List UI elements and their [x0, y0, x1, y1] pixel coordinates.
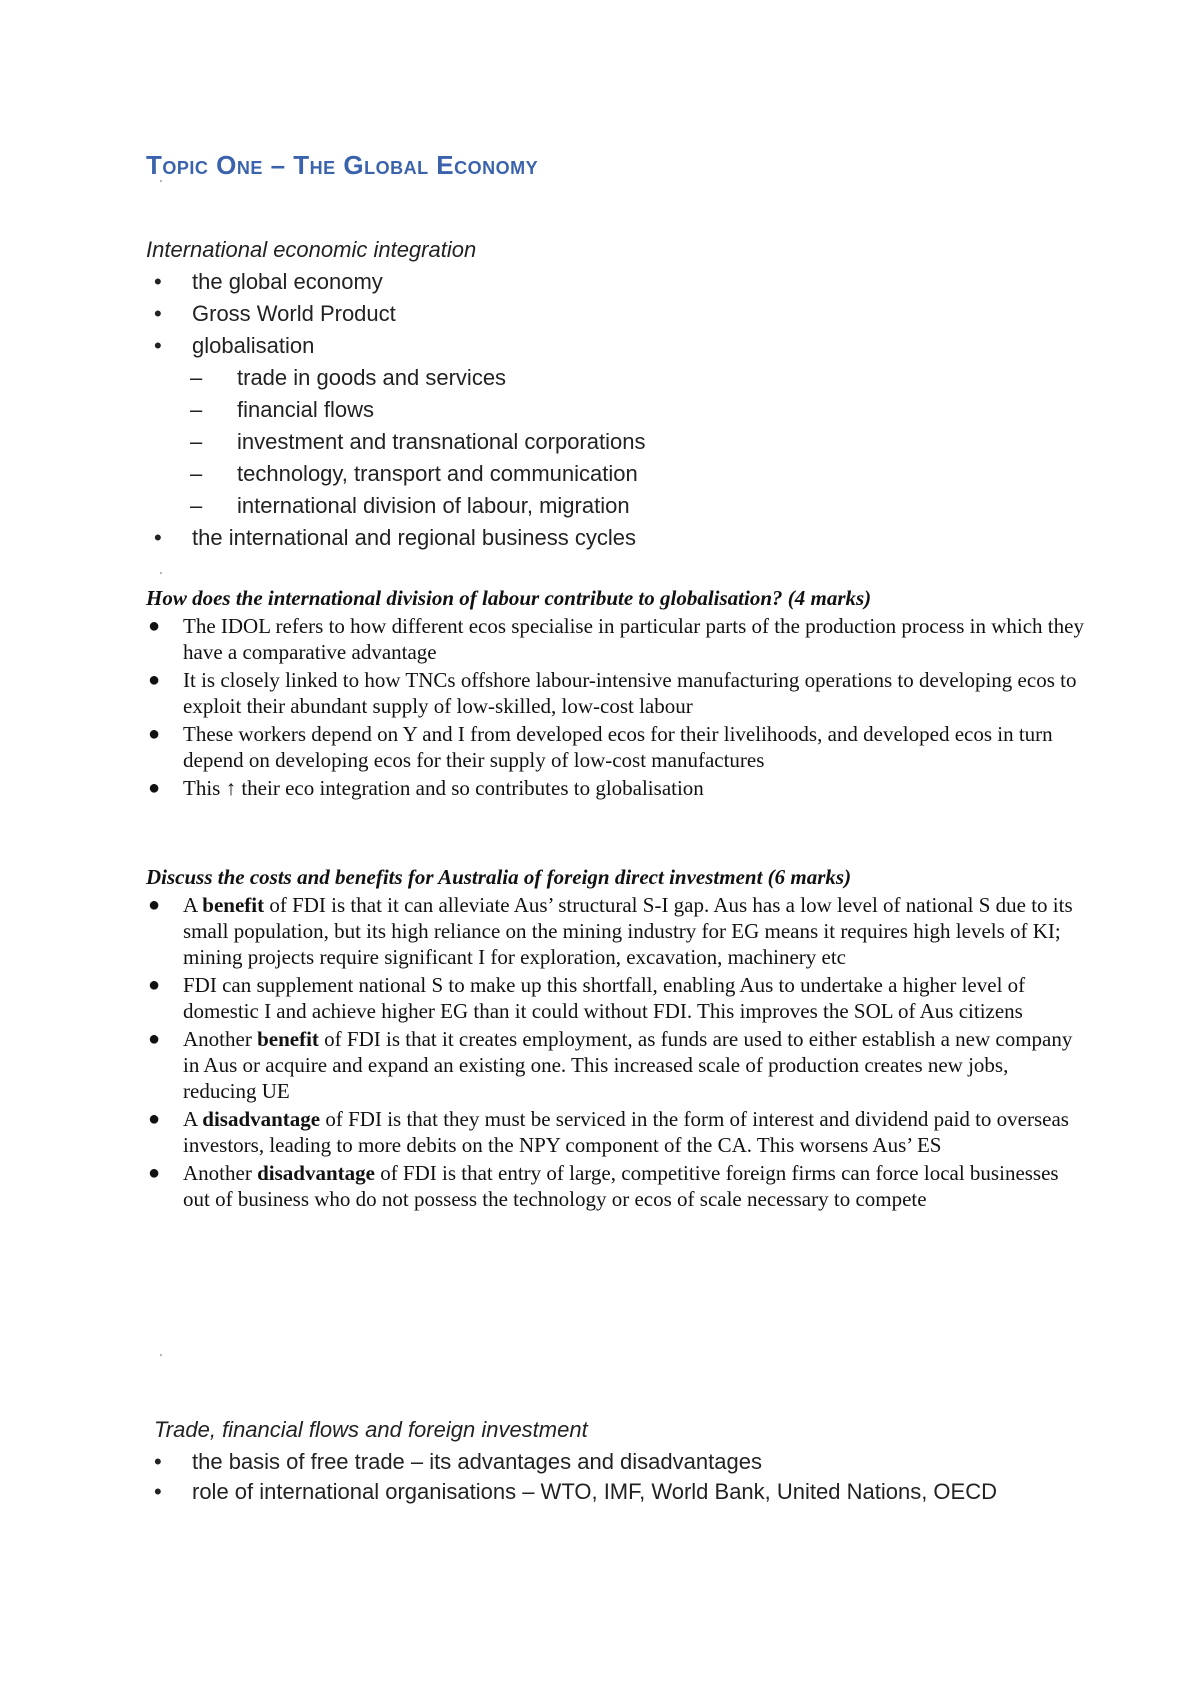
list-item-text: the international and regional business cycles: [192, 525, 636, 550]
answer-point: [146, 1026, 1086, 1104]
bullet-marker: ●: [148, 669, 161, 691]
list-item: [146, 1478, 1026, 1506]
sub-list-item: [146, 362, 645, 394]
text-run: of FDI is that they must be serviced in the form of interest and dividend paid to overseas investors, leading to more debits on the NPY component of the CA. This worsens Aus’ ES: [183, 1107, 1069, 1157]
answer-point: [146, 613, 1086, 665]
paragraph-mark: ': [160, 1353, 162, 1364]
document-title: Topic One – The Global Economy: [146, 150, 539, 180]
dash-marker: –: [190, 365, 203, 390]
bullet-marker: ●: [148, 1162, 161, 1184]
list-item: [146, 298, 645, 330]
bold-keyword: disadvantage: [257, 1161, 375, 1185]
text-run: of FDI is that it can alleviate Aus’ structural S-I gap. Aus has a low level of national S due to its small population, but its high reliance on the mining industry for EG means it requires high levels of KI; mining projects require significant I for exploration, excavation, machinery etc: [183, 893, 1073, 969]
text-run: Another: [183, 1027, 258, 1051]
bullet-marker: ●: [148, 974, 161, 996]
question-heading: How does the international division of labour contribute to globalisation? (4 marks): [146, 586, 872, 610]
answer-point-text: [146, 1026, 1086, 1104]
text-run: Another: [183, 1161, 258, 1185]
answer-point: [146, 892, 1086, 970]
answer-point: [146, 972, 1086, 1024]
text-run: of FDI is that it creates employment, as funds are used to either establish a new company in Aus or acquire and expand an existing one. This increased scale of production creates new jobs, reducing UE: [183, 1027, 1073, 1103]
text-run: FDI can supplement national S to make up this shortfall, enabling Aus to undertake a higher level of domestic I and achieve higher EG than it could without FDI. This improves the SOL of Aus citizens: [183, 973, 1026, 1023]
list-item-text: role of international organisations – WTO, IMF, World Bank, United Nations, OECD: [192, 1479, 997, 1504]
bullet-marker: •: [154, 333, 162, 358]
paragraph-mark: ': [160, 179, 162, 190]
section-trade-financial-flows: [146, 1414, 1026, 1506]
list-item: [146, 266, 645, 298]
answer-point-text: [146, 972, 1086, 1024]
list-item-text: globalisation: [192, 333, 315, 358]
list-item: [146, 1446, 1026, 1478]
answer-point-text: It is closely linked to how TNCs offshore labour-intensive manufacturing operations to developing ecos to exploit their abundant supply of low-skilled, low-cost labour: [183, 668, 1077, 718]
bold-keyword: benefit: [257, 1027, 319, 1051]
bullet-marker: •: [154, 525, 162, 550]
bullet-marker: ●: [148, 723, 161, 745]
sub-list-item-text: financial flows: [237, 397, 374, 422]
bullet-marker: ●: [148, 615, 161, 637]
dash-marker: –: [190, 397, 203, 422]
bullet-marker: •: [154, 301, 162, 326]
text-run: of FDI is that entry of large, competitive foreign firms can force local businesses out of business who do not possess the technology or ecos of scale necessary to compete: [183, 1161, 1059, 1211]
paragraph-mark: ': [160, 571, 162, 582]
question-heading: Discuss the costs and benefits for Australia of foreign direct investment (6 marks): [146, 865, 852, 889]
answer-point-text: [146, 892, 1086, 970]
question-idol: [146, 583, 1086, 803]
list-item-text: the global economy: [192, 269, 383, 294]
answer-point: [146, 667, 1086, 719]
sub-list-item-text: technology, transport and communication: [237, 461, 638, 486]
bullet-marker: ●: [148, 1108, 161, 1130]
answer-point: [146, 1106, 1086, 1158]
bullet-marker: •: [154, 1479, 162, 1504]
list-item: [146, 522, 645, 554]
list-item-text: Gross World Product: [192, 301, 396, 326]
dash-marker: –: [190, 461, 203, 486]
bullet-marker: ●: [148, 1028, 161, 1050]
dash-marker: –: [190, 429, 203, 454]
answer-point-text: This ↑ their eco integration and so contributes to globalisation: [183, 776, 704, 800]
answer-point-text: The IDOL refers to how different ecos specialise in particular parts of the production process in which they have a comparative advantage: [183, 614, 1084, 664]
section-international-economic-integration: [146, 234, 645, 554]
bold-keyword: benefit: [202, 893, 265, 917]
answer-point-text: These workers depend on Y and I from developed ecos for their livelihoods, and developed ecos in turn depend on developing ecos for their supply of low-cost manufactures: [183, 722, 1053, 772]
dash-marker: –: [190, 493, 203, 518]
list-item: [146, 330, 645, 362]
bullet-marker: •: [154, 269, 162, 294]
question-fdi: [146, 862, 1086, 1214]
sub-list-item-text: investment and transnational corporations: [237, 429, 646, 454]
section-heading: Trade, financial flows and foreign investment: [154, 1417, 588, 1442]
text-run: A: [183, 893, 203, 917]
answer-point: [146, 721, 1086, 773]
bullet-marker: •: [154, 1449, 162, 1474]
sub-list-item: [146, 490, 645, 522]
section-heading: International economic integration: [146, 237, 477, 262]
text-run: A: [183, 1107, 203, 1131]
answer-point: [146, 775, 1086, 801]
bullet-marker: ●: [148, 894, 161, 916]
answer-point-text: [146, 1160, 1086, 1212]
sub-list-item: [146, 394, 645, 426]
list-item-text: the basis of free trade – its advantages and disadvantages: [192, 1449, 762, 1474]
sub-list-item: [146, 426, 645, 458]
bullet-marker: ●: [148, 777, 161, 799]
sub-list-item-text: international division of labour, migration: [237, 493, 630, 518]
answer-point: [146, 1160, 1086, 1212]
bold-keyword: disadvantage: [202, 1107, 321, 1131]
answer-point-text: [146, 1106, 1086, 1158]
sub-list-item: [146, 458, 645, 490]
sub-list-item-text: trade in goods and services: [237, 365, 507, 390]
